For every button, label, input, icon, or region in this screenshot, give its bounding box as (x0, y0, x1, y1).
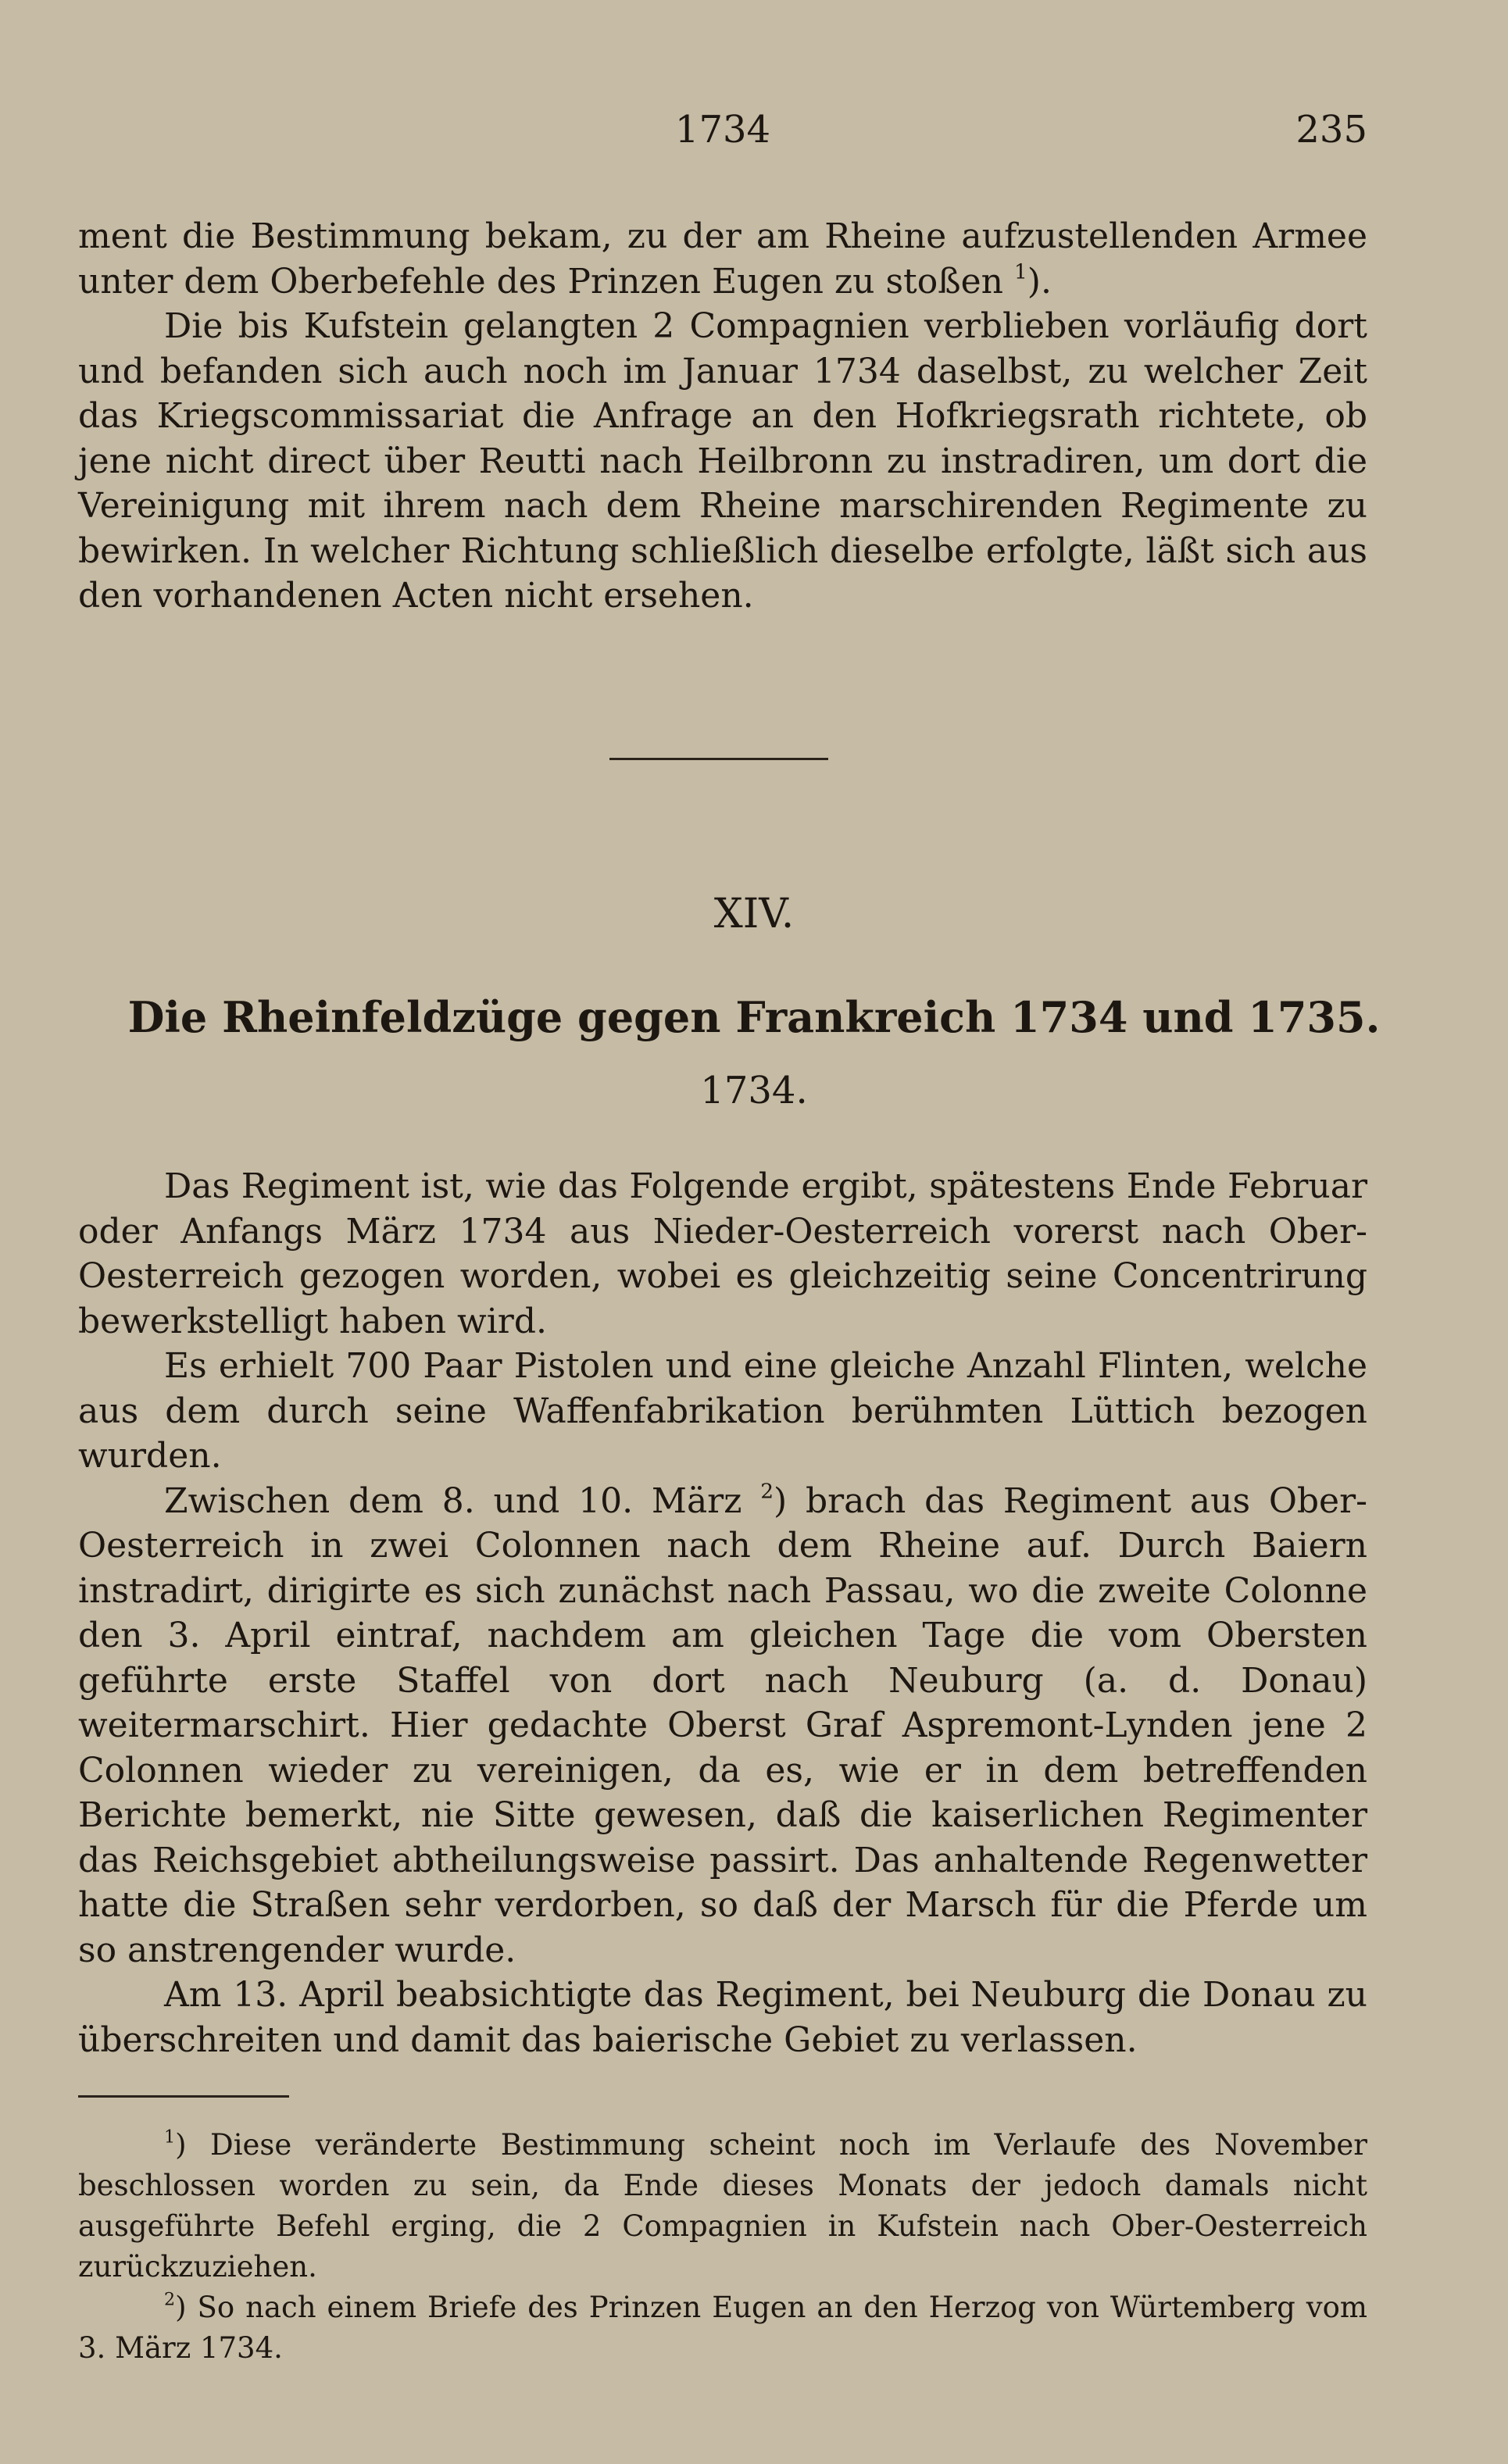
footnote-marker: 2 (164, 2289, 176, 2310)
continued-text-block (78, 214, 1367, 619)
paragraph-text: Zwischen dem 8. und 10. März (164, 1480, 742, 1521)
running-head-year: 1734 (674, 108, 771, 152)
paragraph-text-end: ). (1027, 261, 1052, 302)
chapter-text-block (78, 1164, 1367, 2062)
paragraph: Am 13. April beabsichtigte das Regiment, bei Neuburg die Donau zu überschreiten und damit das baierische Gebiet zu verlassen. (78, 1975, 1367, 2060)
footnote-text: ) Diese veränderte Bestimmung scheint noch im Verlaufe des November beschlossen worden zu sein, da Ende dieses Monats der jedoch damals nicht ausgeführte Befehl erging, die 2 Compagnien in Kufstein nach Ober-Oesterreich zurückzuziehen. (78, 2128, 1367, 2284)
footnote-divider (78, 2095, 289, 2098)
paragraph: Die bis Kufstein gelangten 2 Compagnien verblieben vorläufig dort und befanden sich auch noch im Januar 1734 daselbst, zu welcher Zeit das Kriegscommissariat die Anfrage an den Hofkriegsrath richtete, ob jene nicht direct über Reutti nach Heilbronn zu instradiren, um dort die Vereinigung mit ihrem nach dem Rheine marschirenden Regimente zu bewirken. In welcher Richtung schließlich dieselbe erfolgte, läßt sich aus den vorhandenen Acten nicht ersehen. (78, 306, 1367, 616)
paragraph (78, 214, 1367, 304)
footnote-2 (78, 2287, 1367, 2369)
paragraph-text: ment die Bestimmung bekam, zu der am Rheine aufzustellenden Armee unter dem Oberbefehle des Prinzen Eugen zu stoßen (78, 216, 1367, 302)
running-head (78, 108, 1367, 162)
footnote-ref: 2 (760, 1479, 774, 1504)
footnote-1 (78, 2125, 1367, 2287)
chapter-year-heading: 1734. (700, 1069, 808, 1112)
chapter-number: XIV. (713, 891, 795, 937)
page-number: 235 (1295, 108, 1367, 152)
chapter-title: Die Rheinfeldzüge gegen Frankreich 1734 und 1735. (127, 992, 1381, 1042)
section-divider (609, 758, 828, 760)
paragraph: Es erhielt 700 Paar Pistolen und eine gleiche Anzahl Flinten, welche aus dem durch seine Waffenfabrikation berühmten Lüttich bezogen wurden. (78, 1346, 1367, 1476)
paragraph (78, 1479, 1367, 1973)
footnote-marker: 1 (164, 2127, 176, 2148)
footnote-ref: 1 (1013, 259, 1027, 284)
paragraph-text-rest: ) brach das Regiment aus Ober-Oesterreich in zwei Colonnen nach dem Rheine auf. Durch Baiern instradirt, dirigirte es sich zunächst nach Passau, wo die zweite Colonne den 3. April eintraf, nachdem am gleichen Tage die vom Obersten geführte erste Staffel von dort nach Neuburg (a. d. Donau) weitermarschirt. Hier gedachte Oberst Graf Aspremont-Lynden jene 2 Colonnen wieder zu vereinigen, da es, wie er in dem betreffenden Berichte bemerkt, nie Sitte gewesen, daß die kaiserlichen Regimenter das Reichsgebiet abtheilungsweise passirt. Das anhaltende Regenwetter hatte die Straßen sehr verdorben, so daß der Marsch für die Pferde um so anstrengender wurde. (78, 1480, 1367, 1970)
paragraph: Das Regiment ist, wie das Folgende ergibt, spätestens Ende Februar oder Anfangs März 1734 aus Nieder-Oesterreich vorerst nach Ober-Oesterreich gezogen worden, wobei es gleichzeitig seine Concentrirung bewerkstelligt haben wird. (78, 1166, 1367, 1341)
footnotes (78, 2125, 1367, 2369)
footnote-text: ) So nach einem Briefe des Prinzen Eugen an den Herzog von Würtemberg vom 3. März 1734. (78, 2291, 1367, 2365)
